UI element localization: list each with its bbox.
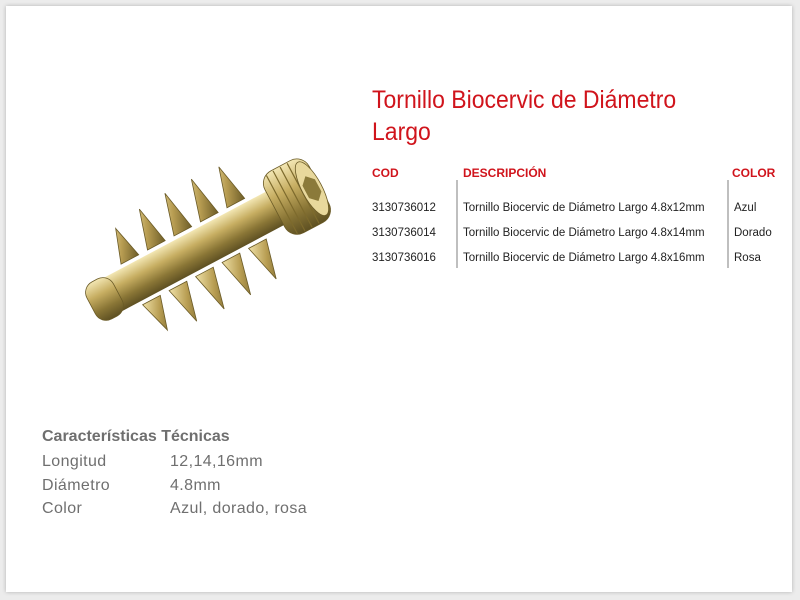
feature-row — [42, 474, 402, 498]
column-divider — [456, 180, 458, 268]
features-title: Características Técnicas — [42, 428, 230, 445]
bone-screw-image — [70, 124, 350, 364]
feature-label: Color — [42, 500, 83, 517]
table-cell-cod: 3130736014 — [372, 227, 436, 239]
table-cell-descripcion: Tornillo Biocervic de Diámetro Largo 4.8x14mm — [463, 227, 705, 239]
table-cell-cod: 3130736012 — [372, 202, 436, 214]
table-cell-descripcion: Tornillo Biocervic de Diámetro Largo 4.8x16mm — [463, 252, 705, 264]
header-cod: COD — [372, 166, 399, 180]
table-cell-color: Azul — [734, 202, 757, 214]
header-descripcion: DESCRIPCIÓN — [463, 166, 547, 180]
feature-label: Diámetro — [42, 476, 111, 494]
page — [6, 6, 792, 592]
product-title: Tornillo Biocervic de Diámetro Largo — [372, 86, 677, 146]
feature-value: 12,14,16mm — [170, 453, 263, 470]
technical-features — [42, 428, 402, 521]
feature-row — [42, 450, 402, 474]
table-cell-cod: 3130736016 — [372, 252, 436, 264]
header-color: COLOR — [732, 166, 776, 180]
feature-label: Longitud — [42, 453, 107, 470]
feature-value: Azul, dorado, rosa — [170, 500, 308, 517]
column-divider — [727, 180, 729, 268]
feature-row — [42, 497, 402, 521]
feature-value: 4.8mm — [170, 476, 221, 494]
table-cell-color: Rosa — [734, 252, 761, 264]
table-cell-descripcion: Tornillo Biocervic de Diámetro Largo 4.8x12mm — [463, 202, 705, 214]
table-cell-color: Dorado — [734, 227, 772, 239]
